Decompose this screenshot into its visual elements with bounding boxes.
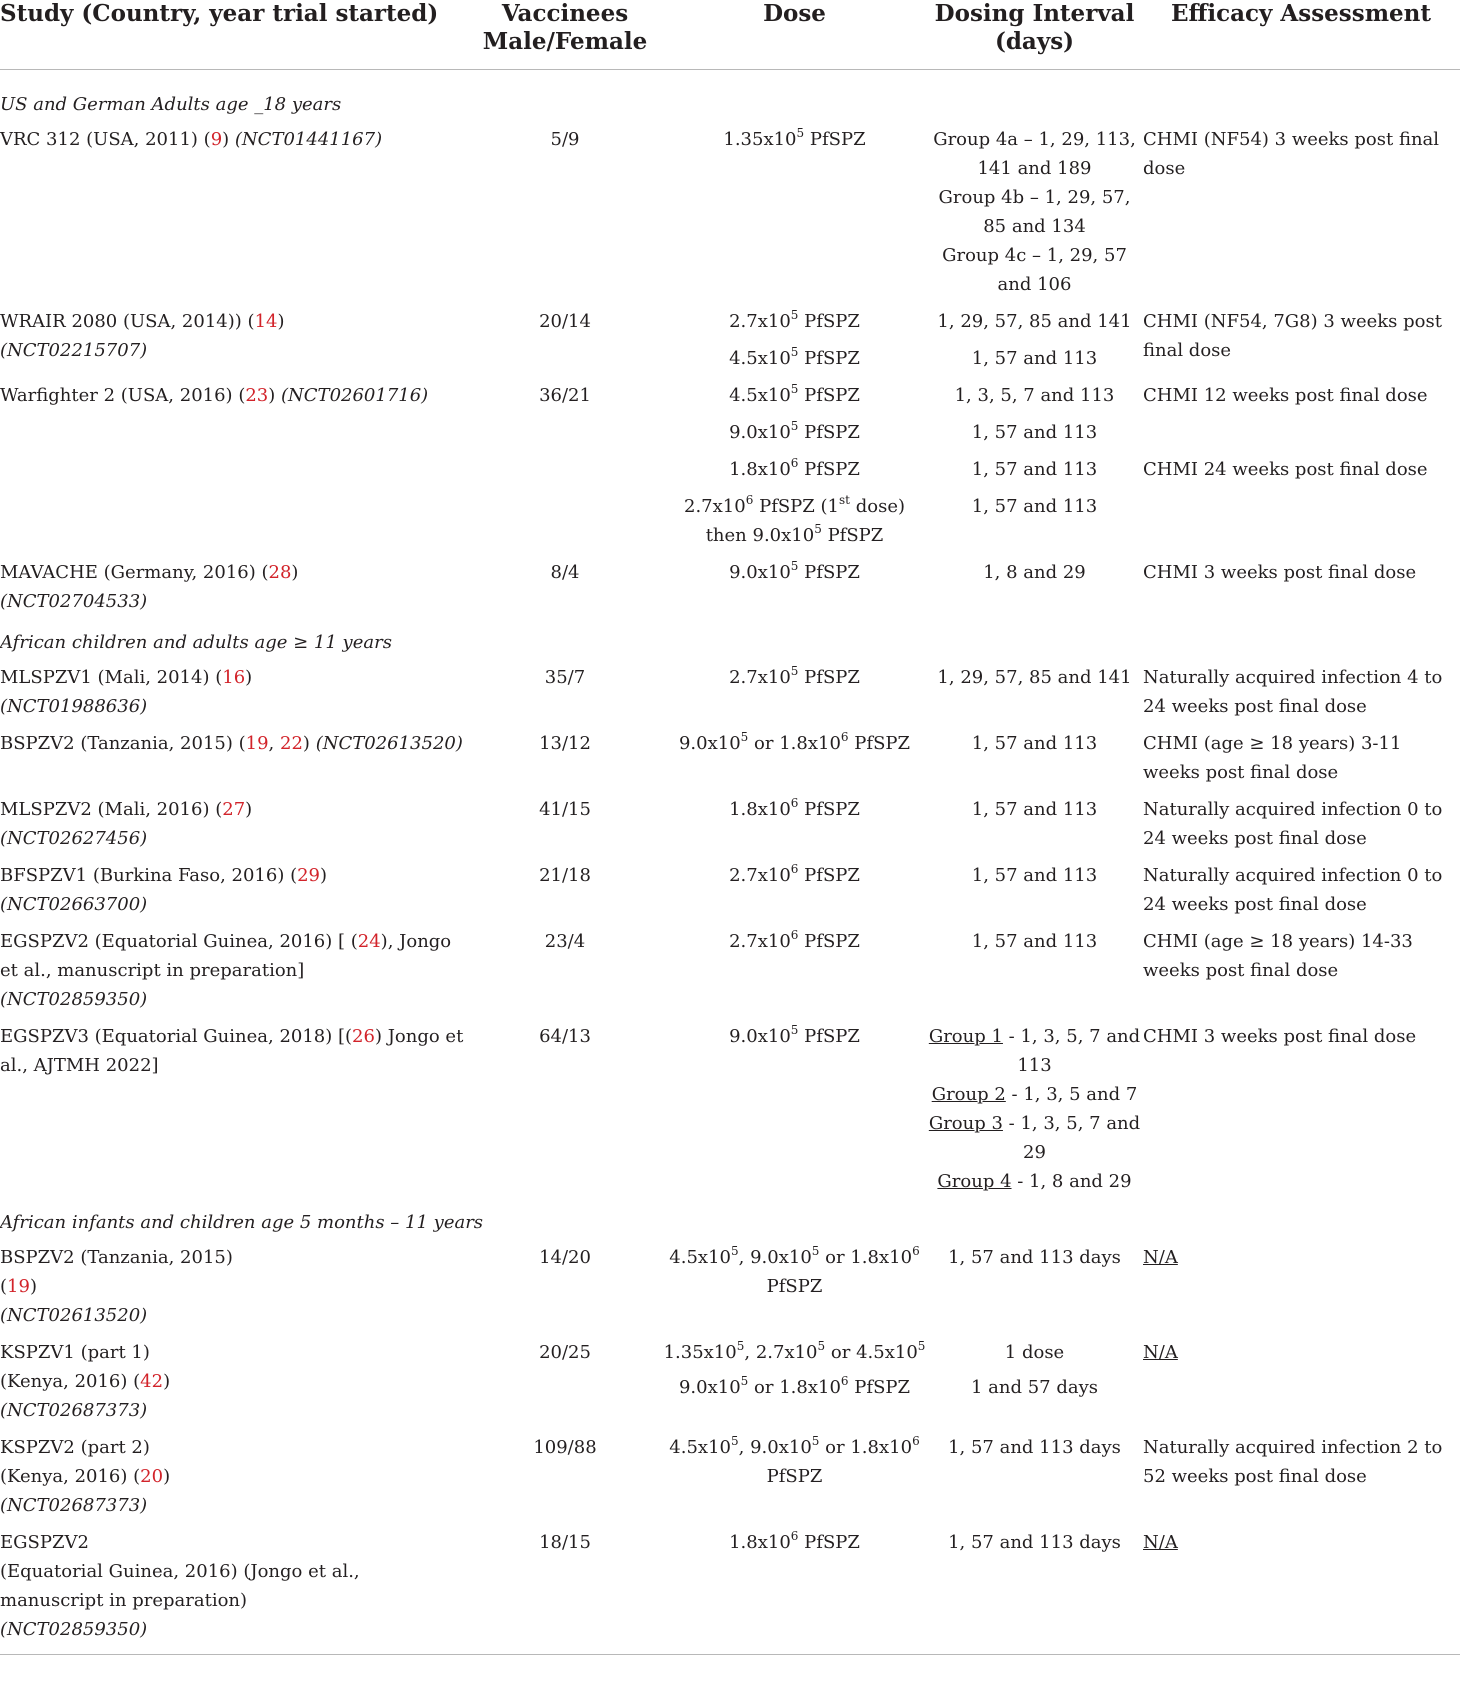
reference-link[interactable]: 16 [222, 667, 246, 688]
section-label: US and German Adults age _18 years [0, 94, 342, 115]
study-cell: Warfighter 2 (USA, 2016) (23) (NCT02601716) [0, 385, 429, 406]
efficacy-cell: CHMI (NF54) 3 weeks post final dose [1143, 129, 1440, 179]
interval-cell: 1, 57 and 113 [971, 799, 1098, 820]
table-row [0, 861, 1460, 927]
interval-cell: 1, 8 and 29 [983, 562, 1086, 583]
header-study: Study (Country, year trial started) [0, 0, 439, 27]
header-vaccinees: Vaccinees Male/Female [482, 0, 648, 55]
efficacy-cell: CHMI (age ≥ 18 years) 14-33 weeks post final dose [1143, 931, 1413, 981]
reference-link[interactable]: 26 [352, 1026, 375, 1047]
table-row [0, 558, 1460, 624]
section-row [0, 70, 1460, 126]
reference-link[interactable]: 14 [254, 311, 278, 332]
table-row [0, 1528, 1460, 1655]
dose-cell: $4.5x10^5$, $9.0x10^5$ or $1.8x10^6$ PfSPZ [669, 1244, 920, 1297]
interval-cell: 1, 29, 57, 85 and 141 [937, 311, 1132, 332]
vaccinees-cell: 20/14 [539, 311, 591, 332]
vaccinees-cell: 20/25 [539, 1342, 591, 1363]
section-label: African children and adults age ≥ 11 years [0, 632, 392, 653]
table-row [0, 1243, 1460, 1338]
efficacy-cell: CHMI 12 weeks post final dose [1143, 385, 1428, 406]
vaccinees-cell: 36/21 [539, 385, 591, 406]
section-row [0, 1204, 1460, 1243]
vaccinees-cell: 23/4 [544, 931, 586, 952]
reference-link[interactable]: 27 [222, 799, 246, 820]
header-efficacy: Efficacy Assessment [1170, 0, 1432, 27]
dose-cell: $1.8x10^6$ PfSPZ [729, 796, 860, 820]
efficacy-cell: Naturally acquired infection 4 to 24 weeks post final dose [1143, 667, 1443, 717]
dose-cell: $9.0x10^5$ PfSPZ [729, 559, 860, 583]
section-label: African infants and children age 5 months – 11 years [0, 1212, 484, 1233]
reference-link[interactable]: 29 [297, 865, 321, 886]
dose-cell: $9.0x10^5$ PfSPZ [729, 1023, 860, 1047]
dose-cell: $1.35x10^5$, $2.7x10^5$ or $4.5x10^5$ $9.0x10^5$ or $1.8x10^6$ PfSPZ [663, 1339, 926, 1398]
dose-cell: $1.35x10^5$ PfSPZ [723, 126, 866, 150]
vaccinees-cell: 14/20 [539, 1247, 591, 1268]
interval-cell: 1, 57 and 113 [971, 348, 1098, 369]
dose-cell: $2.7x10^5$ PfSPZ [729, 664, 860, 688]
table-row [0, 927, 1460, 1022]
study-cell: MLSPZV2 (Mali, 2016) (27) (NCT02627456) [0, 799, 253, 849]
table-row [0, 381, 1460, 418]
table-row [0, 1022, 1460, 1204]
efficacy-cell: Naturally acquired infection 2 to 52 weeks post final dose [1143, 1437, 1443, 1487]
study-cell: VRC 312 (USA, 2011) (9) (NCT01441167) [0, 129, 383, 150]
study-cell: MLSPZV1 (Mali, 2014) (16) (NCT01988636) [0, 667, 253, 717]
reference-link[interactable]: 42 [140, 1371, 164, 1392]
interval-cell: 1, 57 and 113 [971, 459, 1098, 480]
section-row [0, 624, 1460, 663]
dose-cell: $2.7x10^5$ PfSPZ [729, 308, 860, 332]
interval-cell: 1, 57 and 113 [971, 733, 1098, 754]
interval-cell: 1 dose 1 and 57 days [970, 1342, 1099, 1398]
vaccinees-cell: 109/88 [533, 1437, 597, 1458]
reference-link[interactable]: 19 [7, 1276, 30, 1297]
dose-cell: $4.5x10^5$, $9.0x10^5$ or $1.8x10^6$ PfSPZ [669, 1434, 920, 1487]
efficacy-cell: CHMI (NF54, 7G8) 3 weeks post final dose [1143, 311, 1442, 361]
efficacy-cell: N/A [1142, 1528, 1460, 1655]
vaccinees-cell: 13/12 [539, 733, 591, 754]
header-interval: Dosing Interval (days) [934, 0, 1135, 55]
interval-cell: 1, 57 and 113 [971, 865, 1098, 886]
interval-cell: 1, 3, 5, 7 and 113 [954, 385, 1115, 406]
table-row [0, 1338, 1460, 1433]
table-row [0, 795, 1460, 861]
vaccinees-cell: 35/7 [544, 667, 586, 688]
study-cell: EGSPZV2 (Equatorial Guinea, 2016) [ (24), Jongo et al., manuscript in preparation] (NCT02859350) [0, 931, 452, 1010]
interval-cell: Group 4a – 1, 29, 113, 141 and 189 Group 4b – 1, 29, 57, 85 and 134 Group 4c – 1, 29, 57 and 106 [933, 129, 1136, 295]
study-cell: EGSPZV3 (Equatorial Guinea, 2018) [(26) Jongo et al., AJTMH 2022] [0, 1026, 464, 1076]
study-cell: BSPZV2 (Tanzania, 2015) (19) (NCT02613520) [0, 1247, 233, 1326]
efficacy-cell: CHMI 3 weeks post final dose [1143, 562, 1417, 583]
dose-cell: $9.0x10^5$ PfSPZ [729, 419, 860, 443]
study-cell: KSPZV2 (part 2) (Kenya, 2016) (20) (NCT02687373) [0, 1437, 171, 1516]
study-cell: BSPZV2 (Tanzania, 2015) (19, 22) (NCT02613520) [0, 733, 463, 754]
interval-cell: 1, 57 and 113 [971, 422, 1098, 443]
reference-link[interactable]: 28 [268, 562, 292, 583]
reference-link[interactable]: 23 [245, 385, 269, 406]
vaccinees-cell: 8/4 [550, 562, 580, 583]
dose-cell: $2.7x10^6$ PfSPZ [729, 928, 860, 952]
reference-link[interactable]: 22 [280, 733, 303, 754]
table-row [0, 1433, 1460, 1528]
reference-link[interactable]: 20 [140, 1466, 164, 1487]
efficacy-cell: Naturally acquired infection 0 to 24 weeks post final dose [1143, 799, 1443, 849]
study-cell: BFSPZV1 (Burkina Faso, 2016) (29) (NCT02663700) [0, 865, 328, 915]
interval-cell: Group 1 - 1, 3, 5, 7 and 113 Group 2 - 1, 3, 5 and 7 Group 3 - 1, 3, 5, 7 and 29 Group 4 - 1, 8 and 29 [928, 1026, 1141, 1192]
interval-cell: 1, 57 and 113 days [948, 1247, 1121, 1268]
header-row [0, 0, 1460, 70]
table-row [0, 663, 1460, 729]
study-cell: WRAIR 2080 (USA, 2014)) (14) (NCT02215707) [0, 311, 285, 361]
dose-cell: $9.0x10^5$ or $1.8x10^6$ PfSPZ [678, 730, 911, 754]
reference-link[interactable]: 19 [245, 733, 269, 754]
interval-cell: 1, 57 and 113 [971, 931, 1098, 952]
vaccinees-cell: 5/9 [550, 129, 580, 150]
efficacy-cell: CHMI 3 weeks post final dose [1143, 1026, 1417, 1047]
dose-cell: $2.7x10^6$ PfSPZ (1st dose) then $9.0x10^5$ PfSPZ [684, 493, 905, 546]
efficacy-cell: CHMI 24 weeks post final dose [1143, 459, 1428, 480]
reference-link[interactable]: 24 [357, 931, 381, 952]
dose-cell: $1.8x10^6$ PfSPZ [662, 1528, 927, 1655]
reference-link[interactable]: 9 [210, 129, 223, 150]
header-dose: Dose [763, 0, 826, 27]
study-cell: KSPZV1 (part 1) (Kenya, 2016) (42) (NCT02687373) [0, 1342, 171, 1421]
study-cell: MAVACHE (Germany, 2016) (28) (NCT02704533) [0, 562, 299, 612]
efficacy-cell: N/A [1143, 1247, 1178, 1268]
table-row [0, 125, 1460, 307]
dose-cell: $4.5x10^5$ PfSPZ [729, 382, 860, 406]
dose-cell: $4.5x10^5$ PfSPZ [729, 345, 860, 369]
table-row [0, 729, 1460, 795]
vaccinees-cell: 41/15 [539, 799, 591, 820]
interval-cell: 1, 29, 57, 85 and 141 [937, 667, 1132, 688]
table-row [0, 307, 1460, 344]
vaccinees-cell: 21/18 [539, 865, 591, 886]
efficacy-cell: Naturally acquired infection 0 to 24 weeks post final dose [1143, 865, 1443, 915]
vaccinees-cell: 18/15 [468, 1528, 662, 1655]
interval-cell: 1, 57 and 113 days [927, 1528, 1142, 1655]
study-cell: EGSPZV2 (Equatorial Guinea, 2016) (Jongo et al., manuscript in preparation) (NCT02859350) [0, 1528, 468, 1655]
efficacy-cell: CHMI (age ≥ 18 years) 3-11 weeks post final dose [1143, 733, 1402, 783]
interval-cell: 1, 57 and 113 [971, 496, 1098, 517]
dose-cell: $2.7x10^6$ PfSPZ [729, 862, 860, 886]
efficacy-cell: N/A [1143, 1342, 1178, 1363]
vaccinees-cell: 64/13 [539, 1026, 591, 1047]
interval-cell: 1, 57 and 113 days [948, 1437, 1121, 1458]
dose-cell: $1.8x10^6$ PfSPZ [729, 456, 860, 480]
